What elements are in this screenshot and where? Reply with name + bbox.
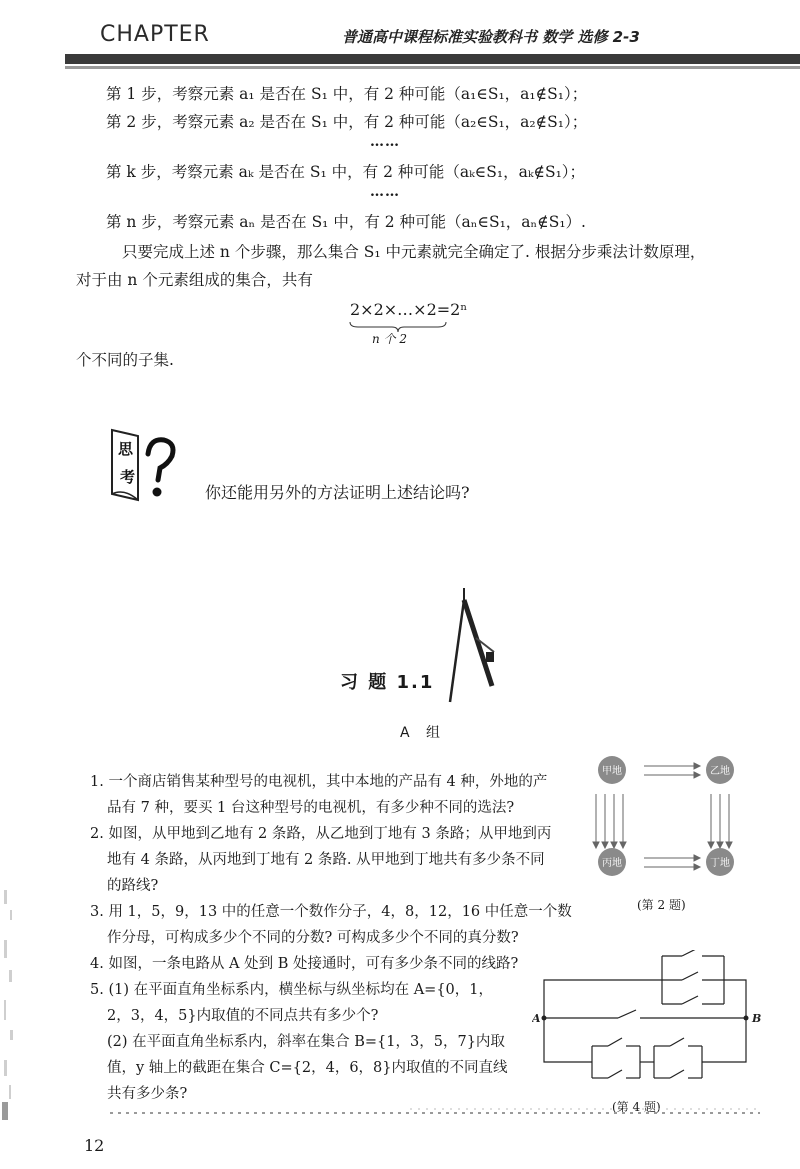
question-5-line-3: (2) 在平面直角坐标系内，斜率在集合 B={1，3，5，7}内取 (107, 1034, 505, 1050)
question-2-line-1: 2. 如图，从甲地到乙地有 2 条路，从乙地到丁地有 3 条路；从甲地到丙 (90, 826, 552, 842)
question-1-line-2: 品有 7 种，要买 1 台这种型号的电视机，有多少种不同的选法? (107, 800, 515, 816)
question-5-line-4: 值，y 轴上的截距在集合 C={2，4，6，8}内取值的不同直线 (107, 1060, 508, 1076)
node-jia (598, 756, 626, 784)
map-caption: (第 2 题) (637, 898, 686, 912)
circuit-diagram (532, 950, 768, 1090)
margin-scan-marks (0, 880, 40, 1120)
header-bar (65, 54, 800, 64)
think-icon (108, 424, 180, 504)
question-4: 4. 如图，一条电路从 A 处到 B 处接通时，可有多少条不同的线路? (90, 956, 519, 972)
question-3-line-2: 作分母，可构成多少个不同的分数? 可构成多少个不同的真分数? (107, 930, 519, 946)
question-5-line-5: 共有多少条? (107, 1086, 188, 1102)
think-question: 你还能用另外的方法证明上述结论吗? (205, 483, 470, 502)
paragraph-line-2: 对于由 n 个元素组成的集合，共有 (76, 271, 313, 289)
paragraph-line-3: 个不同的子集. (76, 351, 174, 369)
svg-text:甲地: 甲地 (602, 766, 622, 777)
think-char-1: 思 (118, 440, 134, 458)
think-char-2: 考 (120, 468, 136, 486)
route-diagram (590, 750, 765, 895)
footer-divider (110, 1107, 760, 1119)
question-1-line-1: 1. 一个商店销售某种型号的电视机，其中本地的产品有 4 种，外地的产 (90, 774, 548, 790)
circuit-caption: (第 4 题) (612, 1100, 661, 1114)
chapter-label: CHAPTER (100, 22, 210, 47)
question-2-line-3: 的路线? (107, 878, 159, 894)
ellipsis-2: …… (370, 184, 400, 200)
question-5-line-1: 5. (1) 在平面直角坐标系内，横坐标与纵坐标均在 A={0，1， (90, 982, 493, 998)
svg-text:丙地: 丙地 (602, 858, 622, 869)
node-yi (706, 756, 734, 784)
paragraph-line-1: 只要完成上述 n 个步骤，那么集合 S₁ 中元素就完全确定了. 根据分步乘法计数原理， (122, 243, 706, 261)
svg-text:乙地: 乙地 (710, 766, 730, 777)
step-k: 第 k 步，考察元素 aₖ 是否在 S₁ 中，有 2 种可能（aₖ∈S₁，aₖ∉S₁）； (106, 163, 586, 181)
formula-underlabel: n 个 2 (372, 332, 407, 346)
exercise-title: 习 题 1.1 (340, 672, 435, 693)
book-title: 普通高中课程标准实验教科书 数学 选修 2-3 (342, 28, 640, 46)
step-2: 第 2 步，考察元素 a₂ 是否在 S₁ 中，有 2 种可能（a₂∈S₁，a₂∉S₁）； (106, 113, 588, 131)
group-label: A 组 (400, 725, 447, 741)
page-number: 12 (84, 1136, 105, 1155)
circuit-label-b: B (752, 1012, 762, 1025)
step-n: 第 n 步，考察元素 aₙ 是否在 S₁ 中，有 2 种可能（aₙ∈S₁，aₙ∉S₁）. (106, 213, 586, 231)
circuit-label-a: A (532, 1012, 541, 1025)
svg-text:丁地: 丁地 (710, 858, 730, 869)
question-5-line-2: 2，3，4，5}内取值的不同点共有多少个? (107, 1008, 379, 1024)
formula: 2×2×…×2=2ⁿ (350, 300, 468, 319)
ellipsis-1: …… (370, 134, 400, 150)
question-3-line-1: 3. 用 1，5，9，13 中的任意一个数作分子，4，8，12，16 中任意一个数 (90, 904, 572, 920)
compass-icon (442, 586, 510, 706)
node-bing (598, 848, 626, 876)
question-2-line-2: 地有 4 条路，从丙地到丁地有 2 条路. 从甲地到丁地共有多少条不同 (107, 852, 545, 868)
header-underline (65, 66, 800, 69)
node-ding (706, 848, 734, 876)
step-1: 第 1 步，考察元素 a₁ 是否在 S₁ 中，有 2 种可能（a₁∈S₁，a₁∉S₁）； (106, 85, 588, 103)
